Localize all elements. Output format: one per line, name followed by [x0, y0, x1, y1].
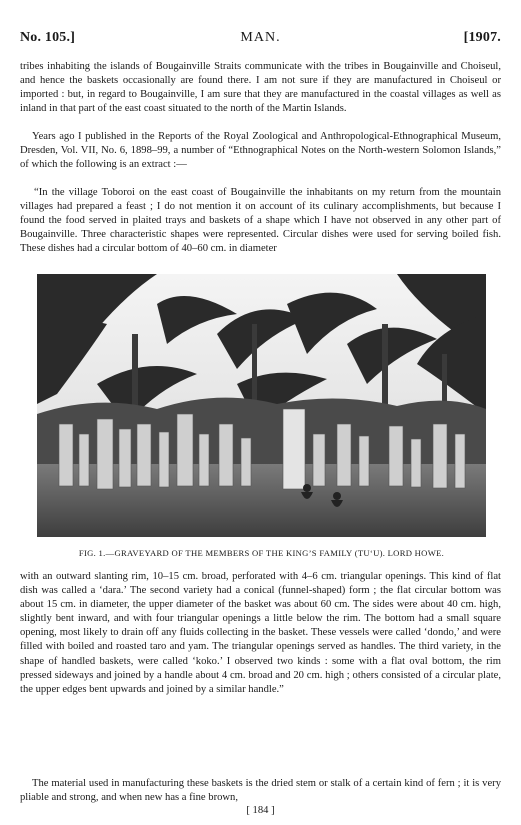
journal-title: MAN. [240, 30, 281, 45]
paragraph-2: Years ago I published in the Reports of the Royal Zoological and Anthropological-Ethnographical Museum, Dresden, Vol. VII, No. 6, 1898–99, a number of “Ethnographical Notes on the North-western Solomon Islands,” of which the following is an extract :— [20, 131, 501, 171]
graveyard-photograph [37, 274, 486, 537]
figure-caption: FIG. 1.—GRAVEYARD OF THE MEMBERS OF THE KING’S FAMILY (TU‘U). LORD HOWE. [78, 548, 445, 558]
page-number: [ 184 ] [246, 805, 275, 816]
paragraph-3: “In the village Toboroi on the east coast of Bougainville the inhabitants on my return from the mountain villages had prepared a feast ; I do not mention it on account of its culinary accomplishments, but because I found the food served in plaited trays and baskets of a shape which I have not observed in any other part of Bougainville. Three characteristic shapes were represented. Circular dishes were used for serving boiled fish. These dishes had a circular bottom of 40–60 cm. in diameter [20, 187, 501, 255]
issue-number: No. 105.] [20, 30, 76, 45]
running-header [20, 30, 501, 48]
paragraph-1: tribes inhabiting the islands of Bougainville Straits communicate with the tribes in Bougainville and Choiseul, and hence the baskets occasionally are found there. I am not sure if they are manufactured in Choiseul or imported : but, in regard to Bougainville, I am sure that they are manufactured in the coastal villages as well as inland in that part of the east coast situated to the north of the Martin Islands. [20, 61, 501, 115]
paragraph-5: The material used in manufacturing these baskets is the dried stem or stalk of a certain kind of fern ; it is very pliable and strong, and when new has a fine brown, [20, 778, 501, 804]
year: [1907. [463, 30, 501, 45]
paragraph-4: with an outward slanting rim, 10–15 cm. broad, perforated with 4–6 cm. triangular openings. This kind of flat dish was called a ‘dara.’ The second variety had a conical (funnel-shaped) form ; the flat circular bottom was about 15 cm. in diameter, the upper diameter of the basket was about 60 cm. The sides were about 40 cm. high, slightly bent inward, and with four triangular openings a little below the rim. The bottom had a small square opening, most likely to drain off any fluids collecting in the basket. These vessels were called ‘dondo,’ and were filled with boiled and roasted taro and yam. The triangular openings served as handles. The third variety, in the shape of handled baskets, were called ‘koko.’ I observed two kinds : some with a flat oval bottom, the rim pressed sideways and joined by a handle about 4 cm. broad and 20 cm. high ; others consisted of a circular plate, the upper edges bent upwards and joined by a similar handle.” [20, 571, 501, 695]
